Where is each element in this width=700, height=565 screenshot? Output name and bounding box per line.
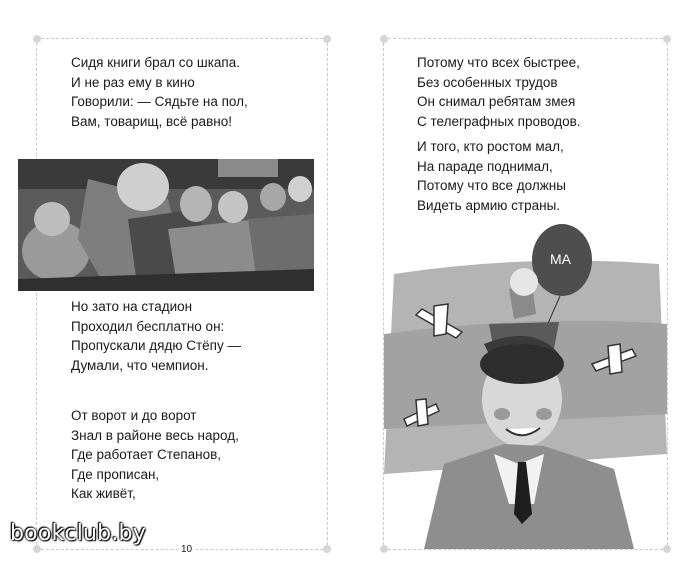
corner-dot (323, 545, 331, 553)
poem-line: Потому что все должны (417, 178, 566, 193)
balloon-text: МА (550, 251, 571, 267)
poem-line: С телеграфных проводов. (417, 113, 581, 129)
poem-line: От ворот и до ворот (71, 408, 197, 423)
corner-dot (33, 35, 41, 43)
poem-line: Думали, что чемпион. (71, 357, 209, 373)
left-page (36, 38, 328, 555)
poem-line: На параде поднимал, (417, 158, 553, 174)
poem-line: Он снимал ребятам змея (417, 94, 576, 109)
corner-dot (323, 35, 331, 43)
poem-line: Вам, товарищ, всё равно! (71, 113, 232, 129)
poem-line: Знал в районе весь народ, (71, 427, 239, 443)
poem-line: Где прописан, (71, 466, 160, 482)
poem-line: Видеть армию страны. (417, 197, 561, 213)
poem-line: Без особенных трудов (417, 74, 558, 90)
poem-stanza-3 (71, 406, 239, 504)
poem-stanza-1 (417, 53, 581, 131)
poem-line: Сидя книги брал со шкапа. (71, 55, 240, 70)
poem-line: Пропускали дядю Стёпу — (71, 338, 241, 353)
poem-stanza-2 (71, 297, 241, 375)
cinema-audience-illustration (18, 159, 314, 291)
poem-line: И того, кто ростом мал, (417, 139, 564, 154)
parade-illustration (384, 214, 667, 549)
poem-line: Проходил бесплатно он: (71, 318, 225, 334)
watermark-text: bookclub.by (10, 521, 146, 546)
poem-line: Как живёт, (71, 486, 136, 501)
corner-dot (380, 35, 388, 43)
poem-stanza-2 (417, 137, 566, 215)
poem-line: Где работает Степанов, (71, 447, 222, 462)
page-number: 10 (177, 544, 196, 555)
corner-dot (33, 545, 41, 553)
poem-line: Потому что всех быстрее, (417, 55, 580, 70)
poem-line: Но зато на стадион (71, 299, 193, 314)
corner-dot (663, 35, 671, 43)
poem-line: Говорили: — Сядьте на пол, (71, 94, 248, 109)
poem-line: И не раз ему в кино (71, 74, 195, 90)
poem-stanza-1 (71, 53, 248, 131)
right-page (383, 38, 668, 550)
